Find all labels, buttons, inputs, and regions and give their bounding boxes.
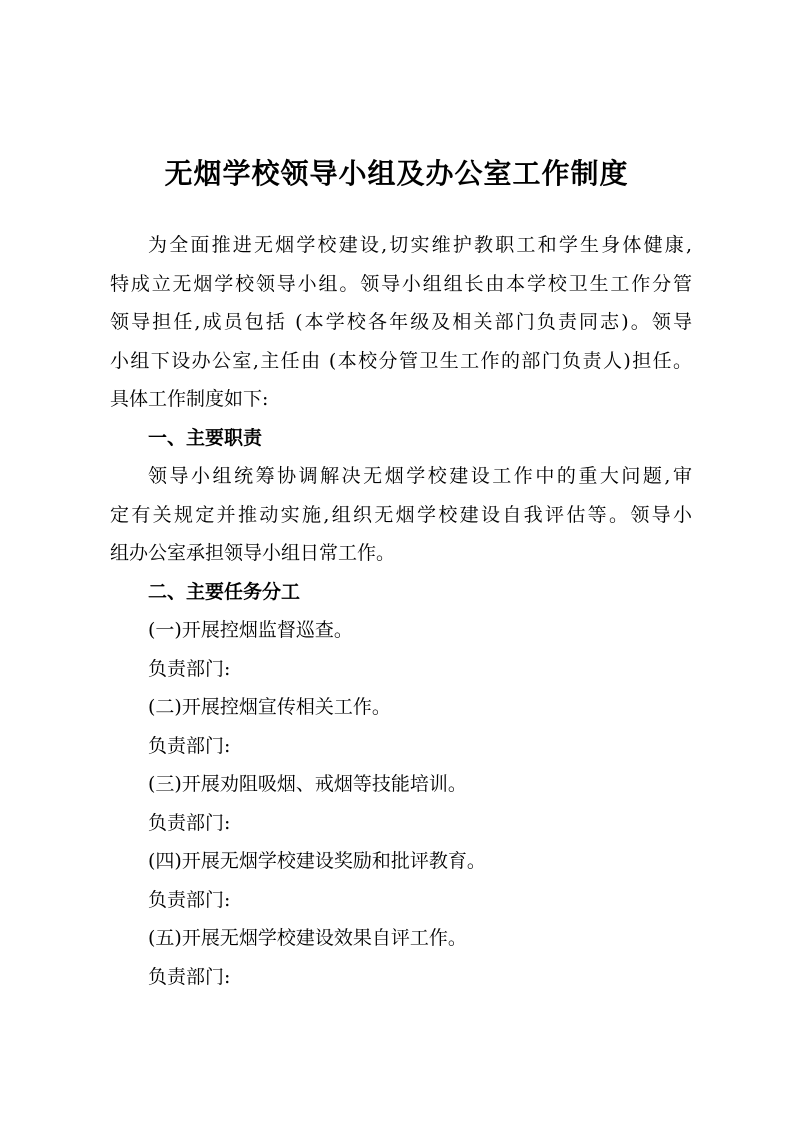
intro-line: 小组下设办公室,主任由 (本校分管卫生工作的部门负责人)担任。 <box>110 349 692 372</box>
intro-line: 为全面推进无烟学校建设,切实维护教职工和学生身体健康, <box>148 234 692 256</box>
responsible-dept: 负责部门: <box>148 965 231 988</box>
section1-line: 领导小组统筹协调解决无烟学校建设工作中的重大问题,审 <box>148 465 692 487</box>
section1-line: 定有关规定并推动实施,组织无烟学校建设自我评估等。领导小 <box>110 503 692 526</box>
task-item: (一)开展控烟监督巡查。 <box>148 619 353 641</box>
section1-paragraph <box>110 457 692 573</box>
section-heading: 一、主要职责 <box>148 426 263 449</box>
intro-line: 具体工作制度如下: <box>110 388 269 410</box>
responsible-dept: 负责部门: <box>148 811 231 834</box>
intro-line: 特成立无烟学校领导小组。领导小组组长由本学校卫生工作分管 <box>110 272 692 295</box>
section1-line: 组办公室承担领导小组日常工作。 <box>110 542 396 564</box>
task-list <box>110 611 692 996</box>
responsible-dept: 负责部门: <box>148 888 231 911</box>
section-heading: 二、主要任务分工 <box>148 580 301 603</box>
responsible-dept: 负责部门: <box>148 657 231 680</box>
task-item: (二)开展控烟宣传相关工作。 <box>148 696 391 718</box>
intro-line: 领导担任,成员包括 (本学校各年级及相关部门负责同志)。领导 <box>110 311 692 333</box>
task-item: (四)开展无烟学校建设奖励和批评教育。 <box>148 850 486 872</box>
page-title: 无烟学校领导小组及办公室工作制度 <box>164 157 629 190</box>
document-body <box>110 226 692 996</box>
responsible-dept: 负责部门: <box>148 734 231 757</box>
task-item: (五)开展无烟学校建设效果自评工作。 <box>148 927 467 949</box>
task-item: (三)开展劝阻吸烟、戒烟等技能培训。 <box>148 773 467 795</box>
intro-paragraph <box>110 226 692 419</box>
